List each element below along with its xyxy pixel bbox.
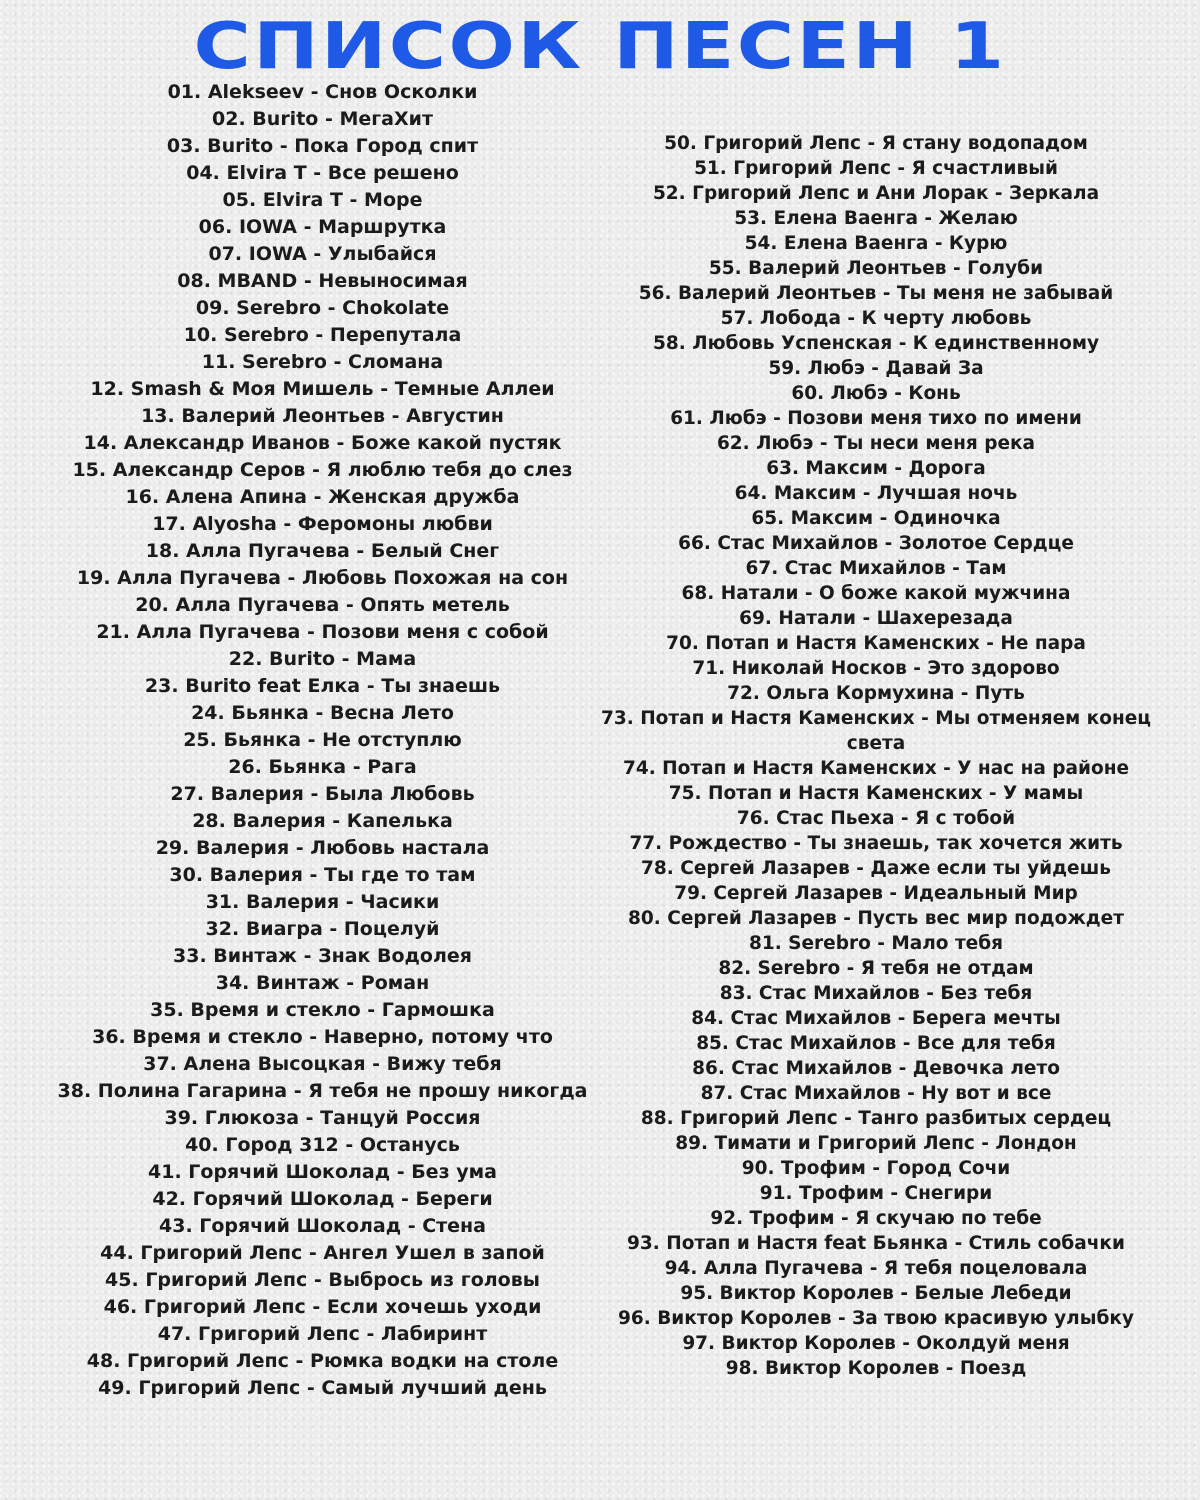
song-item: 84. Стас Михайлов - Берега мечты <box>691 1008 1061 1029</box>
song-item: 24. Бьянка - Весна Лето <box>191 702 454 724</box>
song-item: 64. Максим - Лучшая ночь <box>734 483 1018 504</box>
song-item: 87. Стас Михайлов - Ну вот и все <box>700 1083 1052 1104</box>
song-item: 13. Валерий Леонтьев - Августин <box>141 405 504 427</box>
song-item: 88. Григорий Лепс - Танго разбитых сердец <box>640 1108 1112 1129</box>
song-item: 72. Ольга Кормухина - Путь <box>727 683 1025 704</box>
song-item: 62. Любэ - Ты неси меня река <box>716 433 1036 454</box>
song-item: 42. Горячий Шоколад - Береги <box>152 1188 493 1210</box>
song-item: 10. Serebro - Перепутала <box>183 324 462 346</box>
song-item: 66. Стас Михайлов - Золотое Сердце <box>678 533 1074 554</box>
song-item: 85. Стас Михайлов - Все для тебя <box>696 1033 1056 1054</box>
song-item: 45. Григорий Лепс - Выбрось из головы <box>105 1269 540 1291</box>
song-item: 12. Smash & Моя Мишель - Темные Аллеи <box>90 378 555 400</box>
song-item: 25. Бьянка - Не отступлю <box>183 729 462 751</box>
song-item: 52. Григорий Лепс и Ани Лорак - Зеркала <box>652 183 1100 204</box>
song-item: 55. Валерий Леонтьев - Голуби <box>708 258 1044 279</box>
song-item: 76. Стас Пьеха - Я с тобой <box>736 808 1016 829</box>
song-item: 07. IOWA - Улыбайся <box>208 243 437 265</box>
song-item: 92. Трофим - Я скучаю по тебе <box>710 1208 1042 1229</box>
song-item: 20. Алла Пугачева - Опять метель <box>135 594 510 616</box>
song-item: 95. Виктор Королев - Белые Лебеди <box>680 1283 1072 1304</box>
song-item: 43. Горячий Шоколад - Стена <box>159 1215 486 1237</box>
song-item: 68. Натали - О боже какой мужчина <box>681 583 1071 604</box>
song-item: 14. Александр Иванов - Боже какой пустяк <box>83 432 562 454</box>
song-item: 98. Виктор Королев - Поезд <box>725 1358 1027 1379</box>
song-item: 40. Город 312 - Останусь <box>185 1134 460 1156</box>
song-item: 06. IOWA - Маршрутка <box>198 216 447 238</box>
song-item: 02. Burito - МегаХит <box>212 108 433 130</box>
song-item: 69. Натали - Шахерезада <box>739 608 1013 629</box>
song-item: 01. Alekseev - Снов Осколки <box>167 81 478 103</box>
song-item: 59. Любэ - Давай За <box>768 358 984 379</box>
song-item: 44. Григорий Лепс - Ангел Ушел в запой <box>100 1242 545 1264</box>
song-item: 16. Алена Апина - Женская дружба <box>125 486 520 508</box>
song-item: 91. Трофим - Снегири <box>759 1183 993 1204</box>
song-item: 29. Валерия - Любовь настала <box>155 837 490 859</box>
song-item: 82. Serebro - Я тебя не отдам <box>718 958 1034 979</box>
song-item: 61. Любэ - Позови меня тихо по имени <box>670 408 1082 429</box>
song-item: 63. Максим - Дорога <box>766 458 986 479</box>
song-item: 83. Стас Михайлов - Без тебя <box>719 983 1033 1004</box>
song-item: 96. Виктор Королев - За твою красивую улыбку <box>617 1308 1134 1329</box>
song-item: 28. Валерия - Капелька <box>192 810 453 832</box>
song-item: 49. Григорий Лепс - Самый лучший день <box>98 1377 547 1399</box>
song-item: 89. Тимати и Григорий Лепс - Лондон <box>675 1133 1077 1154</box>
song-item: 30. Валерия - Ты где то там <box>169 864 476 886</box>
song-item: 56. Валерий Леонтьев - Ты меня не забывай <box>638 283 1114 304</box>
song-item: 71. Николай Носков - Это здорово <box>692 658 1060 679</box>
song-item: 35. Время и стекло - Гармошка <box>150 999 495 1021</box>
song-item: 80. Сергей Лазарев - Пусть вес мир подождет <box>628 908 1124 929</box>
song-item: 04. Elvira T - Все решено <box>186 162 459 184</box>
song-item: 33. Винтаж - Знак Водолея <box>173 945 472 967</box>
song-item: 93. Потап и Настя feat Бьянка - Стиль собачки <box>627 1233 1125 1254</box>
song-item: 58. Любовь Успенская - К единственному <box>652 333 1099 354</box>
song-item: 39. Глюкоза - Танцуй Россия <box>164 1107 481 1129</box>
song-item: 26. Бьянка - Рага <box>228 756 417 778</box>
song-item: 17. Alyosha - Феромоны любви <box>152 513 493 535</box>
song-item: 90. Трофим - Город Сочи <box>741 1158 1011 1179</box>
song-item: 78. Сергей Лазарев - Даже если ты уйдешь <box>641 858 1111 879</box>
song-item: 27. Валерия - Была Любовь <box>170 783 475 805</box>
song-item: 60. Любэ - Конь <box>791 383 961 404</box>
song-item: 05. Elvira T - Море <box>222 189 423 211</box>
song-item: 54. Елена Ваенга - Курю <box>744 233 1008 254</box>
song-list-right <box>596 131 1156 1381</box>
song-item: 03. Burito - Пока Город спит <box>166 135 479 157</box>
song-item: 22. Burito - Мама <box>228 648 417 670</box>
song-item: 70. Потап и Настя Каменских - Не пара <box>666 633 1086 654</box>
song-item: 18. Алла Пугачева - Белый Снег <box>145 540 500 562</box>
song-item: 37. Алена Высоцкая - Вижу тебя <box>143 1053 502 1075</box>
song-item: 75. Потап и Настя Каменских - У мамы <box>668 783 1084 804</box>
song-item: 48. Григорий Лепс - Рюмка водки на столе <box>86 1350 559 1372</box>
song-item: 50. Григорий Лепс - Я стану водопадом <box>664 133 1088 154</box>
song-item: 08. MBAND - Невыносимая <box>177 270 468 292</box>
song-item: 11. Serebro - Сломана <box>201 351 444 373</box>
song-item: 31. Валерия - Часики <box>205 891 440 913</box>
song-item: 21. Алла Пугачева - Позови меня с собой <box>96 621 549 643</box>
song-item: 51. Григорий Лепс - Я счастливый <box>694 158 1058 179</box>
song-item: 41. Горячий Шоколад - Без ума <box>148 1161 497 1183</box>
song-list-left <box>30 79 615 1402</box>
song-item: 97. Виктор Королев - Околдуй меня <box>682 1333 1070 1354</box>
song-item: 34. Винтаж - Роман <box>215 972 430 994</box>
song-item: 65. Максим - Одиночка <box>751 508 1001 529</box>
song-item: 94. Алла Пугачева - Я тебя поцеловала <box>664 1258 1088 1279</box>
song-item: 53. Елена Ваенга - Желаю <box>734 208 1018 229</box>
song-item: 77. Рождество - Ты знаешь, так хочется жить <box>629 833 1123 854</box>
song-item: 46. Григорий Лепс - Если хочешь уходи <box>103 1296 542 1318</box>
song-item: 81. Serebro - Мало тебя <box>748 933 1004 954</box>
song-item: 47. Григорий Лепс - Лабиринт <box>157 1323 488 1345</box>
song-item: 57. Лобода - К черту любовь <box>720 308 1032 329</box>
song-item: 09. Serebro - Chokolate <box>195 297 450 319</box>
song-item: 32. Виагра - Поцелуй <box>205 918 440 940</box>
song-item: 38. Полина Гагарина - Я тебя не прошу никогда <box>57 1080 588 1102</box>
song-item: 86. Стас Михайлов - Девочка лето <box>692 1058 1060 1079</box>
page-title: СПИСОК ПЕСЕН 1 <box>193 10 1007 84</box>
song-item: 23. Burito feat Елка - Ты знаешь <box>144 675 501 697</box>
song-item: 73. Потап и Настя Каменских - Мы отменяем конец света <box>600 708 1151 754</box>
song-item: 36. Время и стекло - Наверно, потому что <box>92 1026 553 1048</box>
song-item: 74. Потап и Настя Каменских - У нас на районе <box>622 758 1130 779</box>
song-item: 19. Алла Пугачева - Любовь Похожая на сон <box>76 567 569 589</box>
song-item: 15. Александр Серов - Я люблю тебя до слез <box>72 459 573 481</box>
song-item: 67. Стас Михайлов - Там <box>745 558 1007 579</box>
song-item: 79. Сергей Лазарев - Идеальный Мир <box>674 883 1078 904</box>
